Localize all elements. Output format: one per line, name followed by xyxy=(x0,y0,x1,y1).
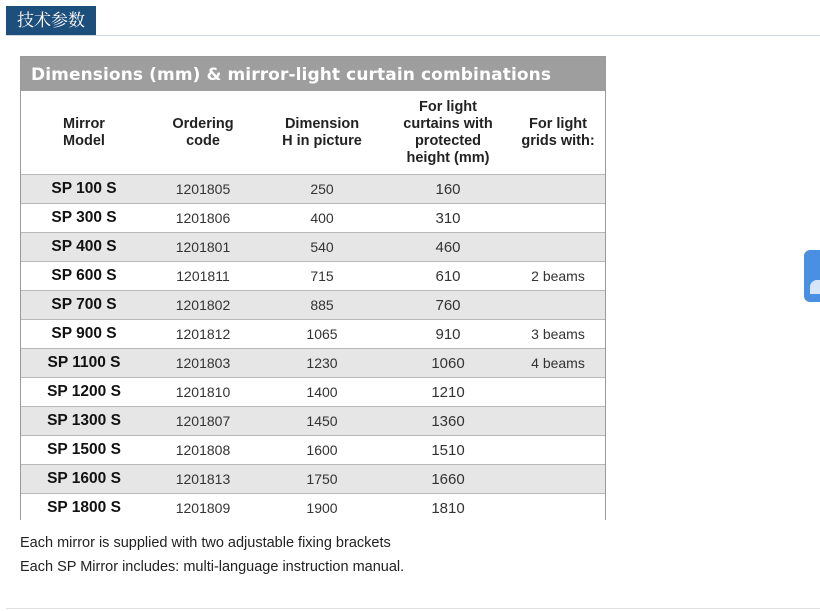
cell-protected-height: 610 xyxy=(385,262,511,291)
cell-protected-height: 1510 xyxy=(385,436,511,465)
cell-dimension: 885 xyxy=(259,291,385,320)
section-tab-tech-params: 技术参数 xyxy=(6,6,96,36)
cell-dimension: 1750 xyxy=(259,465,385,494)
cell-dimension: 250 xyxy=(259,175,385,204)
cell-light-grids: 3 beams xyxy=(511,320,605,349)
cell-light-grids xyxy=(511,465,605,494)
cell-ordering-code: 1201801 xyxy=(147,233,259,262)
header-dimension-h: Dimension H in picture xyxy=(282,115,362,149)
spec-table-panel xyxy=(20,56,606,520)
table-row xyxy=(21,320,605,349)
cell-ordering-code: 1201811 xyxy=(147,262,259,291)
cell-light-grids xyxy=(511,378,605,407)
cell-protected-height: 1360 xyxy=(385,407,511,436)
table-row xyxy=(21,233,605,262)
cell-model: SP 600 S xyxy=(21,262,147,291)
cell-light-grids: 4 beams xyxy=(511,349,605,378)
cell-dimension: 1900 xyxy=(259,494,385,523)
cell-model: SP 1300 S xyxy=(21,407,147,436)
header-mirror-model: Mirror Model xyxy=(63,115,105,149)
header-protected-height: For light curtains with protected height (mm) xyxy=(403,98,493,166)
spec-table xyxy=(21,91,605,522)
table-row xyxy=(21,291,605,320)
cell-ordering-code: 1201813 xyxy=(147,465,259,494)
side-float-button[interactable] xyxy=(804,250,820,302)
cell-light-grids xyxy=(511,204,605,233)
cell-ordering-code: 1201803 xyxy=(147,349,259,378)
cell-model: SP 1200 S xyxy=(21,378,147,407)
cell-model: SP 100 S xyxy=(21,175,147,204)
cell-model: SP 1100 S xyxy=(21,349,147,378)
cell-ordering-code: 1201805 xyxy=(147,175,259,204)
cell-protected-height: 460 xyxy=(385,233,511,262)
cell-model: SP 300 S xyxy=(21,204,147,233)
table-row xyxy=(21,175,605,204)
cell-model: SP 1600 S xyxy=(21,465,147,494)
cell-ordering-code: 1201808 xyxy=(147,436,259,465)
cell-protected-height: 1810 xyxy=(385,494,511,523)
cell-light-grids xyxy=(511,407,605,436)
table-row xyxy=(21,436,605,465)
cell-model: SP 900 S xyxy=(21,320,147,349)
cell-model: SP 1500 S xyxy=(21,436,147,465)
cell-dimension: 1400 xyxy=(259,378,385,407)
cell-ordering-code: 1201809 xyxy=(147,494,259,523)
cell-model: SP 1800 S xyxy=(21,494,147,523)
cell-model: SP 700 S xyxy=(21,291,147,320)
cell-protected-height: 1210 xyxy=(385,378,511,407)
cell-light-grids xyxy=(511,175,605,204)
cell-protected-height: 160 xyxy=(385,175,511,204)
cell-protected-height: 760 xyxy=(385,291,511,320)
table-row xyxy=(21,465,605,494)
cell-dimension: 400 xyxy=(259,204,385,233)
cell-protected-height: 1660 xyxy=(385,465,511,494)
table-row xyxy=(21,378,605,407)
section-divider xyxy=(6,35,820,36)
header-light-grids: For light grids with: xyxy=(521,115,595,149)
cell-dimension: 540 xyxy=(259,233,385,262)
cell-dimension: 715 xyxy=(259,262,385,291)
cell-light-grids xyxy=(511,436,605,465)
cell-ordering-code: 1201802 xyxy=(147,291,259,320)
table-row xyxy=(21,407,605,436)
cell-light-grids xyxy=(511,494,605,523)
cell-dimension: 1230 xyxy=(259,349,385,378)
table-row xyxy=(21,204,605,233)
cell-light-grids xyxy=(511,291,605,320)
table-row xyxy=(21,349,605,378)
cell-protected-height: 910 xyxy=(385,320,511,349)
note-manual: Each SP Mirror includes: multi-language instruction manual. xyxy=(20,559,405,575)
cell-dimension: 1600 xyxy=(259,436,385,465)
cell-protected-height: 1060 xyxy=(385,349,511,378)
table-row xyxy=(21,494,605,523)
table-title: Dimensions (mm) & mirror-light curtain combinations xyxy=(21,57,605,91)
bottom-divider xyxy=(6,608,820,609)
cell-ordering-code: 1201807 xyxy=(147,407,259,436)
cell-dimension: 1065 xyxy=(259,320,385,349)
cell-protected-height: 310 xyxy=(385,204,511,233)
note-brackets: Each mirror is supplied with two adjustable fixing brackets xyxy=(20,535,391,551)
cell-light-grids xyxy=(511,233,605,262)
cell-dimension: 1450 xyxy=(259,407,385,436)
table-header-row xyxy=(21,91,605,175)
cell-light-grids: 2 beams xyxy=(511,262,605,291)
cell-ordering-code: 1201806 xyxy=(147,204,259,233)
notes xyxy=(20,531,404,579)
header-ordering-code: Ordering code xyxy=(172,115,234,149)
cell-ordering-code: 1201810 xyxy=(147,378,259,407)
table-row xyxy=(21,262,605,291)
cell-ordering-code: 1201812 xyxy=(147,320,259,349)
cell-model: SP 400 S xyxy=(21,233,147,262)
